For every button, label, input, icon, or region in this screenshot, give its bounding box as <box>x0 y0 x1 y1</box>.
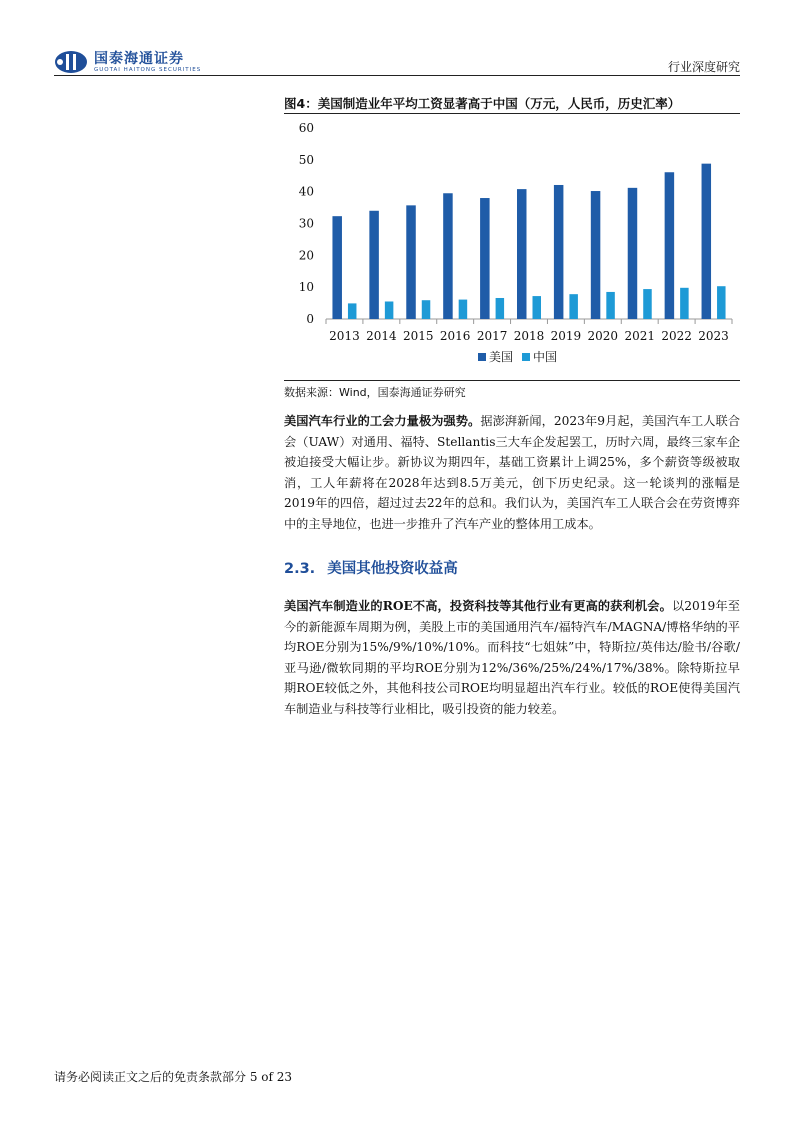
bar-chart-svg <box>284 116 740 378</box>
bar-us <box>369 211 379 319</box>
bar-chart <box>284 116 740 378</box>
x-tick-label: 2022 <box>661 329 692 343</box>
bar-china <box>680 288 689 319</box>
section-title: 美国其他投资收益高 <box>327 561 458 577</box>
y-tick-label: 50 <box>298 152 314 167</box>
bar-china <box>496 298 505 319</box>
bar-china <box>569 294 578 319</box>
bar-china <box>533 296 542 319</box>
bar-us <box>443 193 453 319</box>
section-number: 2.3. <box>284 561 316 577</box>
bar-us <box>480 198 490 319</box>
bar-china <box>422 300 431 319</box>
x-tick-label: 2021 <box>624 329 656 343</box>
bar-us <box>591 191 601 319</box>
x-tick-label: 2017 <box>476 329 508 343</box>
paragraph-union-strength <box>284 411 740 535</box>
bar-china <box>348 303 357 319</box>
x-tick-label: 2018 <box>513 329 545 343</box>
bar-china <box>606 292 615 319</box>
figure-top-rule <box>284 113 740 114</box>
legend-label: 中国 <box>533 350 558 364</box>
y-tick-label: 10 <box>298 280 314 295</box>
paragraph-lead: 美国汽车制造业的ROE不高，投资科技等其他行业有更高的获利机会。 <box>284 599 672 613</box>
bar-china <box>385 301 394 319</box>
figure-bottom-rule <box>284 380 740 381</box>
y-tick-label: 40 <box>298 184 314 199</box>
bar-us <box>702 164 712 319</box>
x-tick-label: 2014 <box>366 329 397 343</box>
paragraph-roe <box>284 596 740 720</box>
legend-swatch <box>522 353 530 361</box>
x-tick-label: 2023 <box>698 329 729 343</box>
bar-us <box>665 172 675 319</box>
y-tick-label: 30 <box>298 216 314 231</box>
x-tick-label: 2015 <box>402 329 434 343</box>
x-tick-label: 2020 <box>587 329 619 343</box>
logo-emblem-icon <box>54 50 88 74</box>
bar-china <box>717 286 726 319</box>
figure-title: 图4：美国制造业年平均工资显著高于中国（万元，人民币，历史汇率） <box>284 96 681 111</box>
bar-china <box>643 289 652 319</box>
legend-label: 美国 <box>489 350 514 364</box>
bar-us <box>628 188 638 319</box>
bar-us <box>406 205 416 319</box>
bar-us <box>554 185 564 319</box>
y-tick-label: 60 <box>298 121 314 135</box>
y-tick-label: 20 <box>298 248 314 263</box>
document-type: 行业深度研究 <box>667 60 740 74</box>
x-tick-label: 2016 <box>439 329 471 343</box>
logo-chinese-name: 国泰海通证券 <box>94 50 184 67</box>
bar-us <box>332 216 342 319</box>
legend-swatch <box>478 353 486 361</box>
x-tick-label: 2019 <box>550 329 582 343</box>
bar-china <box>459 300 468 319</box>
paragraph-lead: 美国汽车行业的工会力量极为强势。 <box>284 414 481 428</box>
logo-english-name: GUOTAI HAITONG SECURITIES <box>94 66 202 73</box>
figure-source: 数据来源：Wind，国泰海通证券研究 <box>284 386 466 399</box>
paragraph-body: 据澎湃新闻，2023年9月起，美国汽车工人联合会（UAW）对通用、福特、Stellantis三大车企发起罢工，历时六周，最终三家车企被迫接受大幅让步。新协议为期四年，基础工资累计上调25%，多个薪资等级被取消，工人年薪将在2028年达到8.5万美元，创下历史纪录。这一轮谈判的涨幅是2019年的四倍，超过过去22年的总和。我们认为，美国汽车工人联合会在劳资博弈中的主导地位，也进一步推升了汽车产业的整体用工成本。 <box>284 414 741 531</box>
paragraph-body: 以2019年至今的新能源车周期为例，美股上市的美国通用汽车/福特汽车/MAGNA/博格华纳的平均ROE分别为15%/9%/10%/10%。而科技“七姐妹”中，特斯拉/英伟达/脸书/谷歌/亚马逊/微软同期的平均ROE分别为12%/36%/25%/24%/17%/38%。除特斯拉早期ROE较低之外，其他科技公司ROE均明显超出汽车行业。较低的ROE使得美国汽车制造业与科技等行业相比，吸引投资的能力较差。 <box>284 599 740 716</box>
header-divider <box>54 75 740 76</box>
x-tick-label: 2013 <box>329 329 360 343</box>
y-tick-label: 0 <box>306 312 314 326</box>
company-logo <box>54 48 201 76</box>
section-heading <box>284 557 458 578</box>
bar-us <box>517 189 527 319</box>
page-footer: 请务必阅读正文之后的免责条款部分 5 of 23 <box>54 1070 293 1084</box>
page-header <box>54 44 740 76</box>
